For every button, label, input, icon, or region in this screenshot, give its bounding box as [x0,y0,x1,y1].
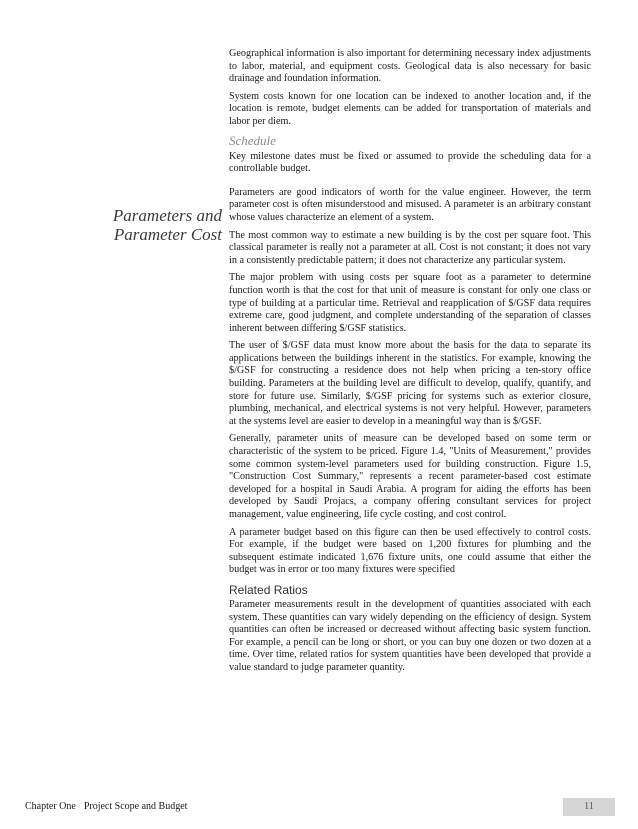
parameters-paragraph-6: A parameter budget based on this figure can then be used effectively to control costs. For example, if the budget were based on 1,200 fixtures for plumbing and the subsequent estimate indicated 1,676 fixture units, one could assume that either the budget was in error or too many fixtures were specified [229,526,591,576]
side-title-line-2: Parameter Cost [113,225,222,244]
parameters-paragraph-3: The major problem with using costs per square foot as a parameter to determine function worth is that the cost for that unit of measure is constant for only one class or type of building at a particular time. Retrieval and reapplication of $/GSF data requires extreme care, good judgment, and complete understanding of the separation of classes inherent between differing $/GSF statistics. [229,272,591,334]
footer-chapter-label [25,801,187,812]
section-side-title [106,206,222,244]
main-column [229,48,591,680]
footer-chapter: Chapter One [25,801,76,812]
parameters-paragraph-4: The user of $/GSF data must know more about the basis for the data to separate its applications between the buildings inherent in the statistics. For example, knowing the $/GSF for constructing a residence does not help when pricing a ten-story office building. Parameters at the building level are difficult to develop, qualify, quantify, and store for future use. Similarly, $/GSF pricing for systems such as exterior closure, plumbing, mechanical, and electrical systems is not very helpful. However, parameters at the systems level are easier to develop in a meaningful way than is $/GSF. [229,340,591,427]
schedule-paragraph: Key milestone dates must be fixed or assumed to provide the scheduling data for a controllable budget. [229,150,591,175]
parameters-paragraph-1: Parameters are good indicators of worth for the value engineer. However, the term parameter cost is often misunderstood and misused. A parameter is an arbitrary constant whose values characterize an element of a system. [229,186,591,223]
side-title-line-1: Parameters and [112,206,222,225]
parameters-paragraph-5: Generally, parameter units of measure can be developed based on some term or characteristic of the system to be priced. Figure 1.4, "Units of Measurement," provides some common system-level parameters used for building construction. Figure 1.5, "Construction Cost Summary," represents a recent parameter-based cost estimate developed for a hospital in Saudi Arabia. A program for aiding the efforts has been developed by Saudi Projacs, a company offering consultant services for project management, value engineering, life cycle costing, and cost control. [229,433,591,520]
intro-paragraph-system-costs: System costs known for one location can be indexed to another location and, if the location is remote, budget elements can be added for transportation of materials and labor per diem. [229,90,591,127]
page-number: 11 [563,798,615,816]
related-ratios-paragraph: Parameter measurements result in the development of quantities associated with each system. These quantities can vary widely depending on the efficiency of design. System quantities can often be increased or decreased without affecting basic system function. For example, a pencil can be long or short, or you can buy one dozen or two dozen at a time. Over time, related ratios for system quantities have been developed that provide a value standard to judge parameter quantity. [229,598,591,673]
related-ratios-heading: Related Ratios [229,582,308,597]
intro-paragraph-geographical: Geographical information is also important for determining necessary index adjustments to labor, material, and equipment costs. Geological data is also necessary for basic drainage and foundation information. [229,48,591,85]
schedule-heading: Schedule [229,132,276,148]
footer-title: Project Scope and Budget [83,801,188,812]
parameters-paragraph-2: The most common way to estimate a new building is by the cost per square foot. This classical parameter is really not a parameter at all. Cost is not constant; it does not vary in a consistently predictable pattern; it does not characterize any particular system. [229,229,591,266]
page-footer [25,798,615,816]
